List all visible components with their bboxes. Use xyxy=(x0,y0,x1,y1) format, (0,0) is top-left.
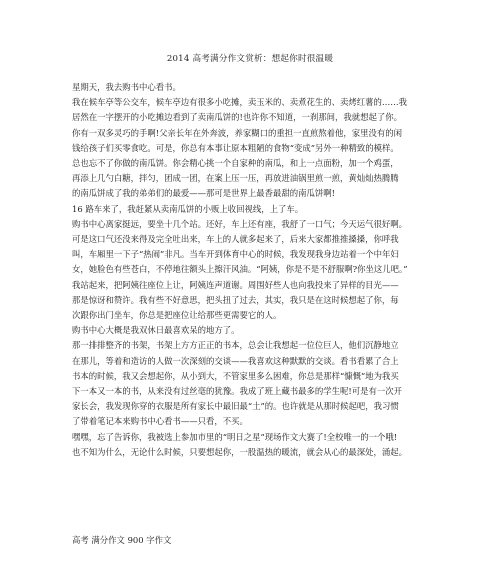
body-line: 书本的时候，我又会想起你，从小到大，不管家里多么困难，你总是那样“慷慨”地为我买 xyxy=(72,370,399,381)
body-line: 我站起来，把阿姨往座位上让，阿姨连声道谢。周围好些人也向我投来了异样的目光—— xyxy=(72,279,399,290)
body-line: 你有一双多灵巧的手啊!父亲长年在外奔波，养家糊口的重担一直煎熬着他，家里没有的闲 xyxy=(72,127,402,138)
body-line: 那是惊讶和赞许。我有些不好意思，把头扭了过去，其实，我只是在这时候想起了你，每 xyxy=(72,294,399,305)
body-line: 了带着笔记本来购书中心看书——只看，不买。 xyxy=(72,416,248,427)
body-line: 购书中心大概是我双休日最喜欢呆的地方了。 xyxy=(72,325,240,336)
body-line: 下一本又一本的书，从来没有过丝毫的犹豫。我成了班上藏书最多的学生呢!可是有一次开 xyxy=(72,386,402,397)
body-line: 的南瓜饼成了我的弟弟们的最爱——那可是世界上最香最甜的南瓜饼啊! xyxy=(72,188,335,199)
body-line: 再添上几勺白糖，拌匀，团成一团，在案上压一压，再放进油锅里煎一煎，黄灿灿热腾腾 xyxy=(72,173,399,184)
body-line: 居然在一字摆开的小吃摊边看到了卖南瓜饼的!也许你不知道，一刹那间，我就想起了你。 xyxy=(72,112,402,123)
body-line: 叫，车厢里一下子“热闹”非凡。当车开到体育中心的时候，我发现我身边站着一个中年妇 xyxy=(72,249,399,260)
document-body xyxy=(72,80,432,460)
body-line: 嘿嘿，忘了告诉你，我被选上参加市里的“明日之星”现场作文大赛了!全校唯一的一个哦! xyxy=(72,431,398,442)
document-title: 2014 高考满分作文赏析：想起你时很温暖 xyxy=(166,54,334,64)
document-footer: 高考 满分作文 900 字作文 xyxy=(72,535,172,545)
body-line: 星期天，我去购书中心看书。 xyxy=(72,82,181,92)
body-line: 我在候车亭等公交车，候车亭边有很多小吃摊，卖玉米的、卖煮花生的、卖烤红薯的……我 xyxy=(72,97,407,108)
body-line: 钱给孩子们买零食吃。可是，你总有本事让原本粗陋的食物“变成”另外一种精致的模样。 xyxy=(72,142,399,153)
body-line: 也不知为什么，无论什么时候，只要想起你，一股温热的暖流，就会从心的最深处，涌起。 xyxy=(72,446,407,457)
body-line: 可是这口气还没来得及完全吐出来，车上的人就多起来了，后来大家都推推搡搡，你呼我 xyxy=(72,234,399,245)
body-line: 在那儿，等着和造访的人做一次深刻的交谈——我喜欢这种默默的交谈。看书看累了合上 xyxy=(72,355,399,366)
body-line: 16 路车来了，我赶紧从卖南瓜饼的小贩上收回视线，上了车。 xyxy=(72,203,304,214)
body-line: 购书中心离家挺远，要坐十几个站。还好，车上还有座，我舒了一口气；今天运气很好啊。 xyxy=(72,218,407,229)
body-line: 那一排排整齐的书架，书架上方方正正的书本，总会让我想起一位位巨人，他们沉静地立 xyxy=(72,340,399,351)
body-line: 次跟你出门坐车，你总是把座位让给那些更需要它的人。 xyxy=(72,310,282,321)
body-line: 女，她脸色有些苍白，不停地往额头上擦汗风油。“阿姨，你是不是不舒服啊?你坐这儿吧。” xyxy=(72,264,408,275)
body-line: 家长会，我发现你穿的衣服是所有家长中最旧最“土”的。也许就是从那时候起吧，我习惯 xyxy=(72,401,399,412)
body-line: 总也忘不了你做的南瓜饼。你会精心挑一个自家种的南瓜，和上一点面粉，加一个鸡蛋， xyxy=(72,158,399,169)
